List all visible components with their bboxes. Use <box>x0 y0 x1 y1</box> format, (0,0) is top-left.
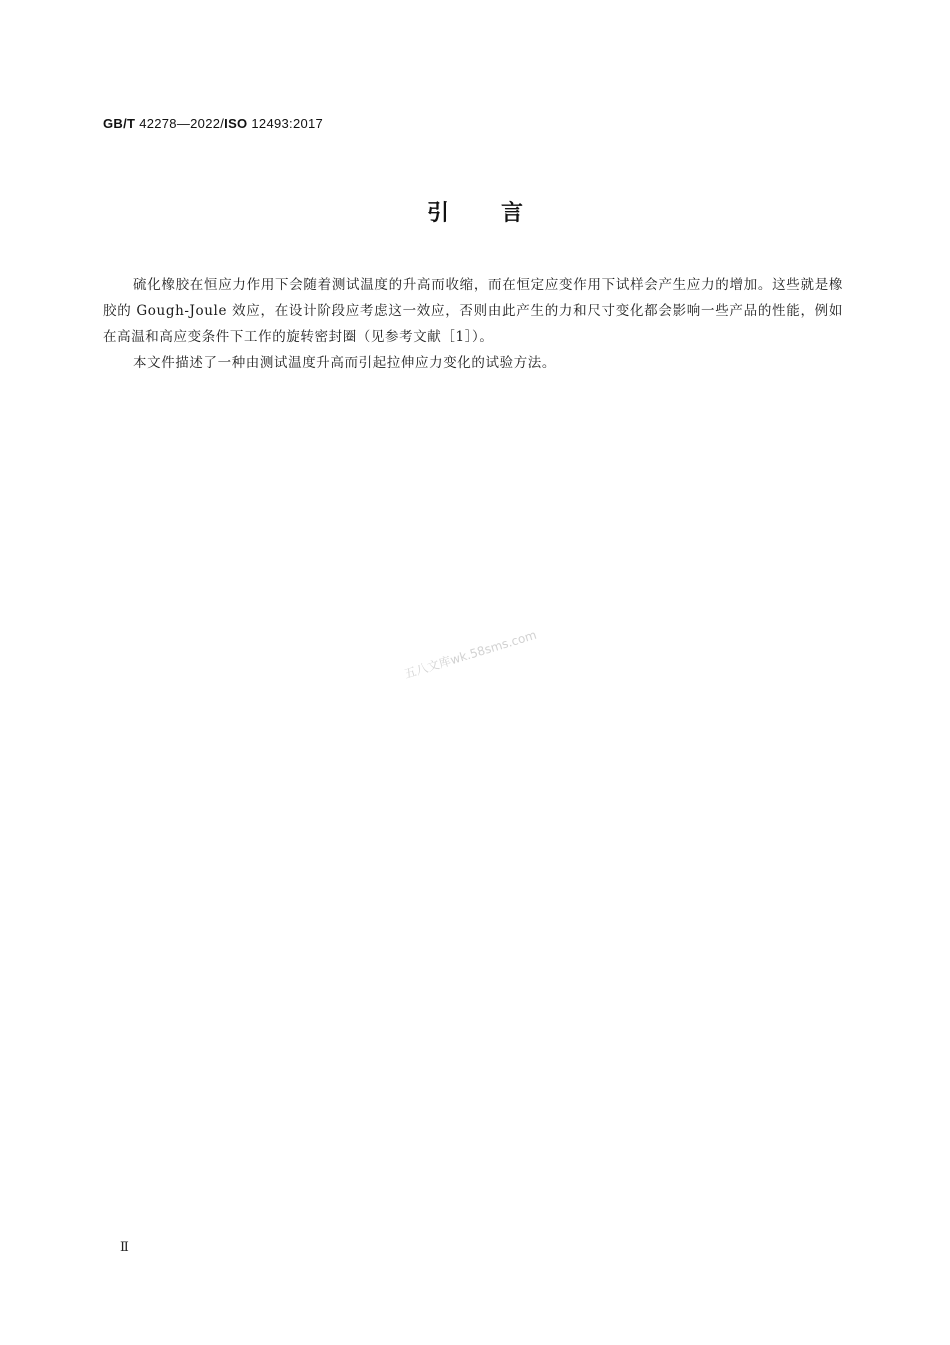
paragraph-2: 本文件描述了一种由测试温度升高而引起拉伸应力变化的试验方法。 <box>133 355 556 371</box>
standard-code-header <box>103 116 323 131</box>
iso-prefix: ISO <box>224 116 248 131</box>
introduction-body <box>103 272 843 376</box>
page-title: 引言 <box>426 201 575 226</box>
watermark-text: 五八文库wk.58sms.com <box>402 627 539 682</box>
standard-code-number: 42278—2022/ <box>139 116 225 131</box>
paragraph-1: 硫化橡胶在恒应力作用下会随着测试温度的升高而收缩，而在恒定应变作用下试样会产生应力的增加。这些就是橡胶的 Gough-Joule 效应，在设计阶段应考虑这一效应，否则由此产生的力和尺寸变化都会影响一些产品的性能，例如在高温和高应变条件下工作的旋转密封圈（见参考文献［1］）。 <box>103 277 843 345</box>
standard-code-prefix: GB/T <box>103 116 136 131</box>
page-number: Ⅱ <box>120 1240 129 1255</box>
iso-number: 12493:2017 <box>251 116 324 131</box>
